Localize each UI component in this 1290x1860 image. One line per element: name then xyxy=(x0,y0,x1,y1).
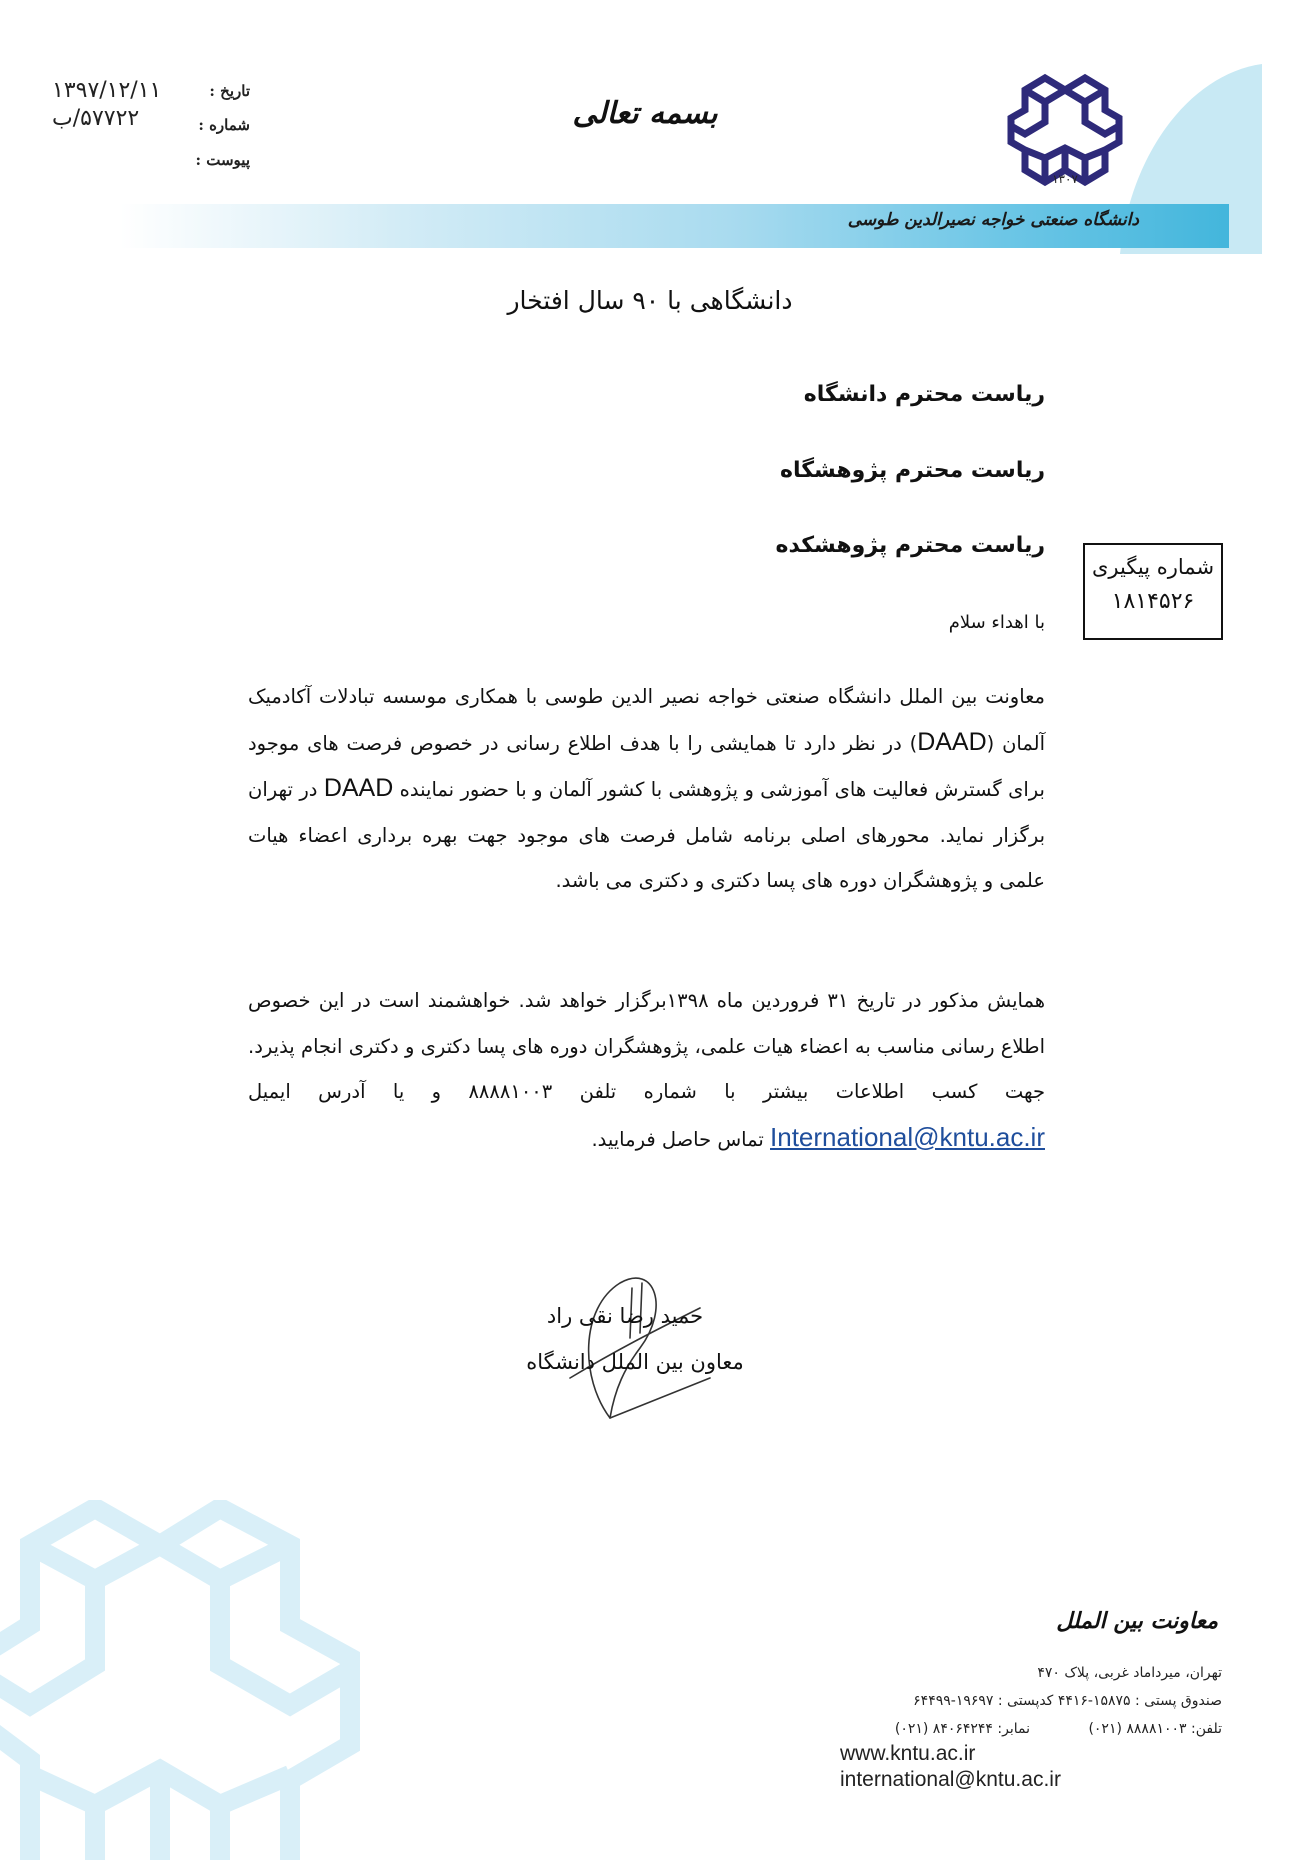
recipient-research-institute: ریاست محترم پژوهشگاه xyxy=(780,458,1045,483)
paragraph-2-text-a: همایش مذکور در تاریخ ۳۱ فروردین ماه ۱۳۹۸برگزار خواهد شد. خواهشمند است در این خصوص اطلاع رسانی مناسب به اعضاء هیات علمی، پژوهشگران دوره های پسا دکتری و دکتری انجام پذیرد. جهت کسب اطلاعات بیشتر با شماره تلفن ۸۸۸۸۱۰۰۳ و یا آدرس ایمیل xyxy=(248,989,1046,1103)
footer-fax xyxy=(895,1721,1030,1737)
number-label: شماره : xyxy=(198,116,250,134)
daad-acronym: DAAD xyxy=(917,727,987,756)
tracking-number-box xyxy=(1083,543,1223,640)
recipient-research-center: ریاست محترم پژوهشکده xyxy=(775,533,1045,558)
paragraph-1-text-c: در تهران برگزار نماید. محورهای اصلی برنامه شامل فرصت های موجود جهت بهره برداری اعضاء هیات علمی و پژوهشگران دوره های پسا دکتری و دکتری می باشد. xyxy=(248,778,1045,892)
greeting: با اهداء سلام xyxy=(948,612,1045,633)
footer-office-name: معاونت بین الملل xyxy=(1056,1608,1218,1634)
attachment-label: پیوست : xyxy=(195,151,250,169)
number-value: ۵۷۷۲۲/ب xyxy=(52,106,140,131)
email-link[interactable]: International@kntu.ac.ir xyxy=(770,1121,1045,1152)
logo-year: ۱۳۰۷ xyxy=(1052,172,1078,186)
handwritten-signature-icon xyxy=(560,1268,740,1428)
university-banner xyxy=(120,204,1229,248)
footer-address: تهران، میرداماد غربی، پلاک ۴۷۰ xyxy=(1037,1665,1222,1681)
date-label: تاریخ : xyxy=(209,82,250,100)
recipient-university: ریاست محترم دانشگاه xyxy=(803,382,1045,407)
footer-postal: صندوق پستی : ۱۵۸۷۵-۴۴۱۶ کدپستی : ۱۹۶۹۷-۶۴۴۹۹ xyxy=(913,1693,1222,1709)
university-logo-icon xyxy=(1005,62,1125,187)
daad-acronym: DAAD xyxy=(323,774,394,802)
university-name: دانشگاه صنعتی خواجه نصیرالدین طوسی xyxy=(847,210,1139,230)
phone-value: ۸۸۸۸۱۰۰۳ (۰۲۱) xyxy=(1088,1721,1187,1737)
date-value: ۱۳۹۷/۱۲/۱۱ xyxy=(52,78,162,103)
body-paragraph-1 xyxy=(248,674,1045,904)
tracking-number: ۱۸۱۴۵۲۶ xyxy=(1111,589,1195,614)
paragraph-1-text-a: معاونت بین الملل دانشگاه صنعتی خواجه نصیر الدین طوسی با همکاری موسسه تبادلات آکادمیک آلمان ( xyxy=(248,685,1045,755)
signatory-title: معاون بین الملل دانشگاه xyxy=(526,1350,744,1374)
paragraph-1-text-b: ) در نظر دارد تا همایشی را با هدف اطلاع رسانی در خصوص فرصت های موجود برای گسترش فعالیت های آموزشی و پژوهشی با کشور آلمان و با حضور نماینده xyxy=(248,731,1045,801)
watermark-logo-icon xyxy=(0,1500,360,1860)
signatory-name: حمید رضا نقی راد xyxy=(546,1304,704,1328)
footer-website[interactable]: www.kntu.ac.ir xyxy=(840,1742,976,1765)
paragraph-2-text-b: تماس حاصل فرمایید. xyxy=(591,1127,771,1151)
bismillah-heading: بسمه تعالی xyxy=(572,96,718,131)
footer-phone xyxy=(1088,1721,1222,1737)
fax-label: نمابر: xyxy=(997,1721,1030,1737)
fax-value: ۸۴۰۶۴۲۴۴ (۰۲۱) xyxy=(894,1721,993,1737)
footer-email[interactable]: international@kntu.ac.ir xyxy=(840,1768,1061,1791)
body-paragraph-2 xyxy=(248,978,1045,1162)
slogan: دانشگاهی با ۹۰ سال افتخار xyxy=(507,286,793,315)
tracking-label: شماره پیگیری xyxy=(1091,555,1215,579)
phone-label: تلفن: xyxy=(1191,1721,1222,1737)
